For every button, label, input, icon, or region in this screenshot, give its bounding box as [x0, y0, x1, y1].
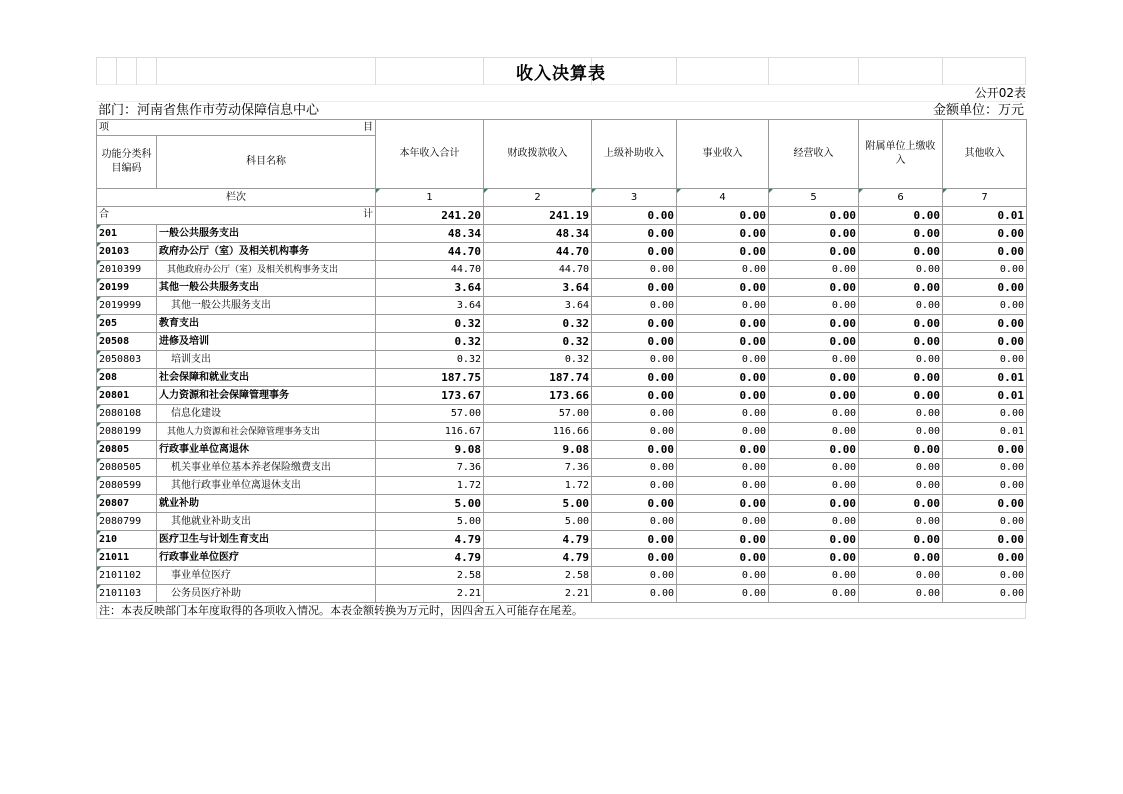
amount-cell: 0.00: [769, 549, 859, 567]
amount-cell: 187.74: [484, 369, 592, 387]
amount-cell: 0.32: [484, 333, 592, 351]
subject-name: 就业补助: [157, 495, 376, 513]
amount-cell: 0.00: [677, 549, 769, 567]
amount-cell: 4.79: [484, 549, 592, 567]
subject-name: 进修及培训: [157, 333, 376, 351]
amount-cell: 0.00: [592, 333, 677, 351]
amount-cell: 0.00: [769, 459, 859, 477]
subject-name: 人力资源和社会保障管理事务: [157, 387, 376, 405]
amount-cell: 0.00: [943, 531, 1027, 549]
amount-cell: 2.58: [484, 567, 592, 585]
column-number: 3: [592, 189, 677, 207]
subject-name: 其他人力资源和社会保障管理事务支出: [157, 423, 376, 441]
amount-cell: 116.66: [484, 423, 592, 441]
amount-cell: 0.00: [859, 567, 943, 585]
amount-cell: 0.00: [859, 495, 943, 513]
amount-cell: 0.00: [677, 315, 769, 333]
column-number: 4: [677, 189, 769, 207]
amount-cell: 0.00: [943, 315, 1027, 333]
amount-cell: 0.00: [677, 297, 769, 315]
function-code: 2080505: [97, 459, 157, 477]
function-code: 2101103: [97, 585, 157, 603]
subject-name: 教育支出: [157, 315, 376, 333]
subject-name: 医疗卫生与计划生育支出: [157, 531, 376, 549]
amount-cell: 0.00: [769, 567, 859, 585]
amount-cell: 0.00: [677, 261, 769, 279]
total-value: 241.20: [376, 207, 484, 225]
function-code: 20508: [97, 333, 157, 351]
total-value: 0.01: [943, 207, 1027, 225]
column-header: 附属单位上缴收入: [859, 120, 943, 189]
function-code: 210: [97, 531, 157, 549]
column-number: 6: [859, 189, 943, 207]
amount-cell: 187.75: [376, 369, 484, 387]
amount-cell: 0.00: [592, 315, 677, 333]
amount-cell: 0.00: [677, 531, 769, 549]
amount-cell: 4.79: [376, 531, 484, 549]
amount-cell: 0.00: [943, 405, 1027, 423]
amount-cell: 0.00: [592, 477, 677, 495]
amount-cell: 57.00: [376, 405, 484, 423]
amount-cell: 0.01: [943, 387, 1027, 405]
amount-cell: 57.00: [484, 405, 592, 423]
amount-cell: 0.01: [943, 369, 1027, 387]
amount-cell: 0.00: [769, 387, 859, 405]
amount-cell: 3.64: [376, 279, 484, 297]
subject-name: 公务员医疗补助: [157, 585, 376, 603]
amount-cell: 9.08: [376, 441, 484, 459]
table-row: [97, 495, 1027, 513]
amount-cell: 0.00: [769, 495, 859, 513]
table-row: [97, 315, 1027, 333]
amount-cell: 0.00: [592, 369, 677, 387]
amount-cell: 0.00: [859, 387, 943, 405]
table-row: [97, 549, 1027, 567]
column-number: 5: [769, 189, 859, 207]
amount-cell: 0.32: [484, 315, 592, 333]
table-row: [97, 225, 1027, 243]
amount-cell: 0.00: [677, 585, 769, 603]
amount-cell: 0.00: [592, 585, 677, 603]
amount-cell: 0.00: [677, 243, 769, 261]
table-row: [97, 369, 1027, 387]
amount-cell: 0.00: [592, 459, 677, 477]
subject-name: 信息化建设: [157, 405, 376, 423]
table-row: [97, 405, 1027, 423]
amount-cell: 0.00: [592, 513, 677, 531]
amount-cell: 0.00: [859, 315, 943, 333]
item-left-label: 项: [99, 122, 109, 133]
amount-cell: 0.00: [677, 423, 769, 441]
amount-cell: 173.66: [484, 387, 592, 405]
amount-cell: 0.00: [677, 333, 769, 351]
amount-cell: 0.00: [859, 261, 943, 279]
table-row: [97, 585, 1027, 603]
column-header: 经营收入: [769, 120, 859, 189]
table-body: [97, 120, 1027, 603]
amount-cell: 173.67: [376, 387, 484, 405]
table-row: [97, 297, 1027, 315]
subject-name: 其他一般公共服务支出: [157, 279, 376, 297]
amount-cell: 0.32: [376, 315, 484, 333]
function-code: 2050803: [97, 351, 157, 369]
subject-name: 其他政府办公厅（室）及相关机构事务支出: [157, 261, 376, 279]
subject-name: 行政事业单位医疗: [157, 549, 376, 567]
amount-cell: 0.00: [859, 585, 943, 603]
subject-name: 培训支出: [157, 351, 376, 369]
amount-cell: 0.00: [769, 315, 859, 333]
amount-cell: 0.00: [859, 423, 943, 441]
subject-name: 其他行政事业单位离退休支出: [157, 477, 376, 495]
amount-cell: 0.00: [943, 513, 1027, 531]
total-left: 合: [99, 209, 109, 220]
amount-cell: 0.00: [859, 513, 943, 531]
amount-cell: 0.00: [943, 441, 1027, 459]
amount-cell: 3.64: [484, 297, 592, 315]
amount-unit: 金额单位：万元: [932, 103, 1024, 118]
total-value: 0.00: [677, 207, 769, 225]
amount-cell: 0.00: [859, 549, 943, 567]
function-code: 21011: [97, 549, 157, 567]
table-row: [97, 387, 1027, 405]
amount-cell: 0.00: [943, 495, 1027, 513]
total-value: 241.19: [484, 207, 592, 225]
amount-cell: 0.00: [943, 477, 1027, 495]
total-label: [97, 207, 376, 225]
column-header: 财政拨款收入: [484, 120, 592, 189]
amount-cell: 0.00: [943, 225, 1027, 243]
table-row: [97, 459, 1027, 477]
table-row: [97, 513, 1027, 531]
amount-cell: 0.00: [943, 333, 1027, 351]
amount-cell: 0.00: [677, 405, 769, 423]
amount-cell: 0.00: [769, 477, 859, 495]
amount-cell: 0.00: [943, 459, 1027, 477]
amount-cell: 0.00: [769, 333, 859, 351]
function-code: 205: [97, 315, 157, 333]
amount-cell: 44.70: [484, 243, 592, 261]
amount-cell: 5.00: [376, 495, 484, 513]
income-table: [96, 119, 1027, 603]
amount-cell: 2.58: [376, 567, 484, 585]
function-code: 20103: [97, 243, 157, 261]
amount-cell: 0.00: [677, 225, 769, 243]
column-header: 事业收入: [677, 120, 769, 189]
amount-cell: 0.00: [769, 225, 859, 243]
amount-cell: 0.00: [677, 279, 769, 297]
amount-cell: 0.00: [859, 441, 943, 459]
amount-cell: 0.00: [592, 261, 677, 279]
amount-cell: 0.32: [376, 333, 484, 351]
amount-cell: 3.64: [376, 297, 484, 315]
amount-cell: 0.00: [592, 423, 677, 441]
amount-cell: 0.00: [769, 351, 859, 369]
amount-cell: 0.00: [859, 531, 943, 549]
footnote: 注：本表反映部门本年度取得的各项收入情况。本表金额转换为万元时，因四舍五入可能存在尾差。: [96, 603, 1026, 619]
subject-name: 事业单位医疗: [157, 567, 376, 585]
column-header: 其他收入: [943, 120, 1027, 189]
amount-cell: 0.00: [859, 225, 943, 243]
function-code: 20801: [97, 387, 157, 405]
amount-cell: 0.00: [592, 531, 677, 549]
function-code: 20807: [97, 495, 157, 513]
subject-name: 机关事业单位基本养老保险缴费支出: [157, 459, 376, 477]
item-header: [97, 120, 376, 136]
subject-name: 其他就业补助支出: [157, 513, 376, 531]
amount-cell: 0.00: [677, 369, 769, 387]
amount-cell: 7.36: [376, 459, 484, 477]
subject-name: 行政事业单位离退休: [157, 441, 376, 459]
amount-cell: 0.00: [677, 351, 769, 369]
amount-cell: 0.00: [943, 549, 1027, 567]
amount-cell: 0.00: [769, 297, 859, 315]
amount-cell: 9.08: [484, 441, 592, 459]
amount-cell: 0.00: [592, 351, 677, 369]
amount-cell: 0.00: [859, 369, 943, 387]
amount-cell: 0.00: [677, 513, 769, 531]
amount-cell: 5.00: [376, 513, 484, 531]
form-number: 公开02表: [96, 84, 1026, 101]
total-value: 0.00: [592, 207, 677, 225]
table-row: [97, 351, 1027, 369]
function-code: 208: [97, 369, 157, 387]
subject-name: 政府办公厅（室）及相关机构事务: [157, 243, 376, 261]
total-row: [97, 207, 1027, 225]
table-row: [97, 531, 1027, 549]
amount-cell: 1.72: [484, 477, 592, 495]
table-row: [97, 279, 1027, 297]
column-number: 1: [376, 189, 484, 207]
function-code: 20805: [97, 441, 157, 459]
total-right: 计: [363, 209, 373, 220]
amount-cell: 0.00: [859, 351, 943, 369]
total-value: 0.00: [769, 207, 859, 225]
page-title: 收入决算表: [516, 64, 606, 84]
amount-cell: 0.32: [484, 351, 592, 369]
amount-cell: 2.21: [484, 585, 592, 603]
amount-cell: 0.32: [376, 351, 484, 369]
column-number-row: [97, 189, 1027, 207]
amount-cell: 4.79: [484, 531, 592, 549]
table-row: [97, 441, 1027, 459]
amount-cell: 0.00: [592, 387, 677, 405]
amount-cell: 1.72: [376, 477, 484, 495]
amount-cell: 0.00: [769, 441, 859, 459]
income-statement-sheet: [96, 57, 1026, 619]
table-row: [97, 261, 1027, 279]
amount-cell: 0.00: [769, 585, 859, 603]
function-code: 2080799: [97, 513, 157, 531]
amount-cell: 0.00: [677, 459, 769, 477]
table-row: [97, 333, 1027, 351]
amount-cell: 116.67: [376, 423, 484, 441]
amount-cell: 0.00: [769, 405, 859, 423]
amount-cell: 44.70: [376, 243, 484, 261]
amount-cell: 2.21: [376, 585, 484, 603]
subject-name: 一般公共服务支出: [157, 225, 376, 243]
amount-cell: 0.00: [943, 279, 1027, 297]
amount-cell: 0.00: [859, 297, 943, 315]
amount-cell: 0.00: [677, 387, 769, 405]
amount-cell: 0.00: [943, 351, 1027, 369]
column-number: 2: [484, 189, 592, 207]
amount-cell: 0.00: [677, 567, 769, 585]
title-row: [96, 57, 1026, 84]
amount-cell: 0.00: [592, 297, 677, 315]
table-row: [97, 423, 1027, 441]
function-code-header: 功能分类科目编码: [97, 136, 157, 189]
amount-cell: 4.79: [376, 549, 484, 567]
column-header: 本年收入合计: [376, 120, 484, 189]
total-value: 0.00: [859, 207, 943, 225]
amount-cell: 48.34: [376, 225, 484, 243]
column-header: 上级补助收入: [592, 120, 677, 189]
function-code: 2101102: [97, 567, 157, 585]
function-code: 2080199: [97, 423, 157, 441]
department-row: [96, 101, 1026, 119]
amount-cell: 0.00: [769, 531, 859, 549]
table-row: [97, 243, 1027, 261]
amount-cell: 0.00: [943, 567, 1027, 585]
amount-cell: 0.00: [859, 279, 943, 297]
item-right-label: 目: [363, 122, 373, 133]
amount-cell: 5.00: [484, 495, 592, 513]
amount-cell: 48.34: [484, 225, 592, 243]
amount-cell: 7.36: [484, 459, 592, 477]
amount-cell: 0.00: [769, 369, 859, 387]
column-number: 7: [943, 189, 1027, 207]
amount-cell: 0.00: [677, 477, 769, 495]
amount-cell: 0.00: [943, 585, 1027, 603]
function-code: 201: [97, 225, 157, 243]
amount-cell: 0.00: [769, 513, 859, 531]
subject-name-header: 科目名称: [157, 136, 376, 189]
amount-cell: 5.00: [484, 513, 592, 531]
function-code: 2080599: [97, 477, 157, 495]
amount-cell: 0.00: [859, 333, 943, 351]
table-row: [97, 567, 1027, 585]
function-code: 2010399: [97, 261, 157, 279]
amount-cell: 0.00: [943, 243, 1027, 261]
amount-cell: 0.00: [592, 279, 677, 297]
amount-cell: 0.00: [859, 477, 943, 495]
amount-cell: 0.00: [859, 459, 943, 477]
amount-cell: 0.00: [677, 441, 769, 459]
amount-cell: 0.00: [592, 495, 677, 513]
subject-name: 其他一般公共服务支出: [157, 297, 376, 315]
amount-cell: 0.00: [769, 261, 859, 279]
amount-cell: 0.00: [769, 243, 859, 261]
subject-name: 社会保障和就业支出: [157, 369, 376, 387]
amount-cell: 44.70: [484, 261, 592, 279]
header-row-item: [97, 120, 1027, 136]
function-code: 2080108: [97, 405, 157, 423]
amount-cell: 0.00: [769, 423, 859, 441]
amount-cell: 0.00: [592, 567, 677, 585]
amount-cell: 0.00: [769, 279, 859, 297]
amount-cell: 0.00: [859, 243, 943, 261]
department-name: 部门：河南省焦作市劳动保障信息中心: [98, 103, 320, 118]
amount-cell: 0.01: [943, 423, 1027, 441]
function-code: 20199: [97, 279, 157, 297]
amount-cell: 44.70: [376, 261, 484, 279]
amount-cell: 0.00: [943, 297, 1027, 315]
amount-cell: 0.00: [592, 405, 677, 423]
function-code: 2019999: [97, 297, 157, 315]
row-label: 栏次: [97, 189, 376, 207]
amount-cell: 3.64: [484, 279, 592, 297]
amount-cell: 0.00: [592, 243, 677, 261]
amount-cell: 0.00: [592, 225, 677, 243]
amount-cell: 0.00: [677, 495, 769, 513]
table-row: [97, 477, 1027, 495]
amount-cell: 0.00: [592, 549, 677, 567]
amount-cell: 0.00: [592, 441, 677, 459]
amount-cell: 0.00: [859, 405, 943, 423]
amount-cell: 0.00: [943, 261, 1027, 279]
